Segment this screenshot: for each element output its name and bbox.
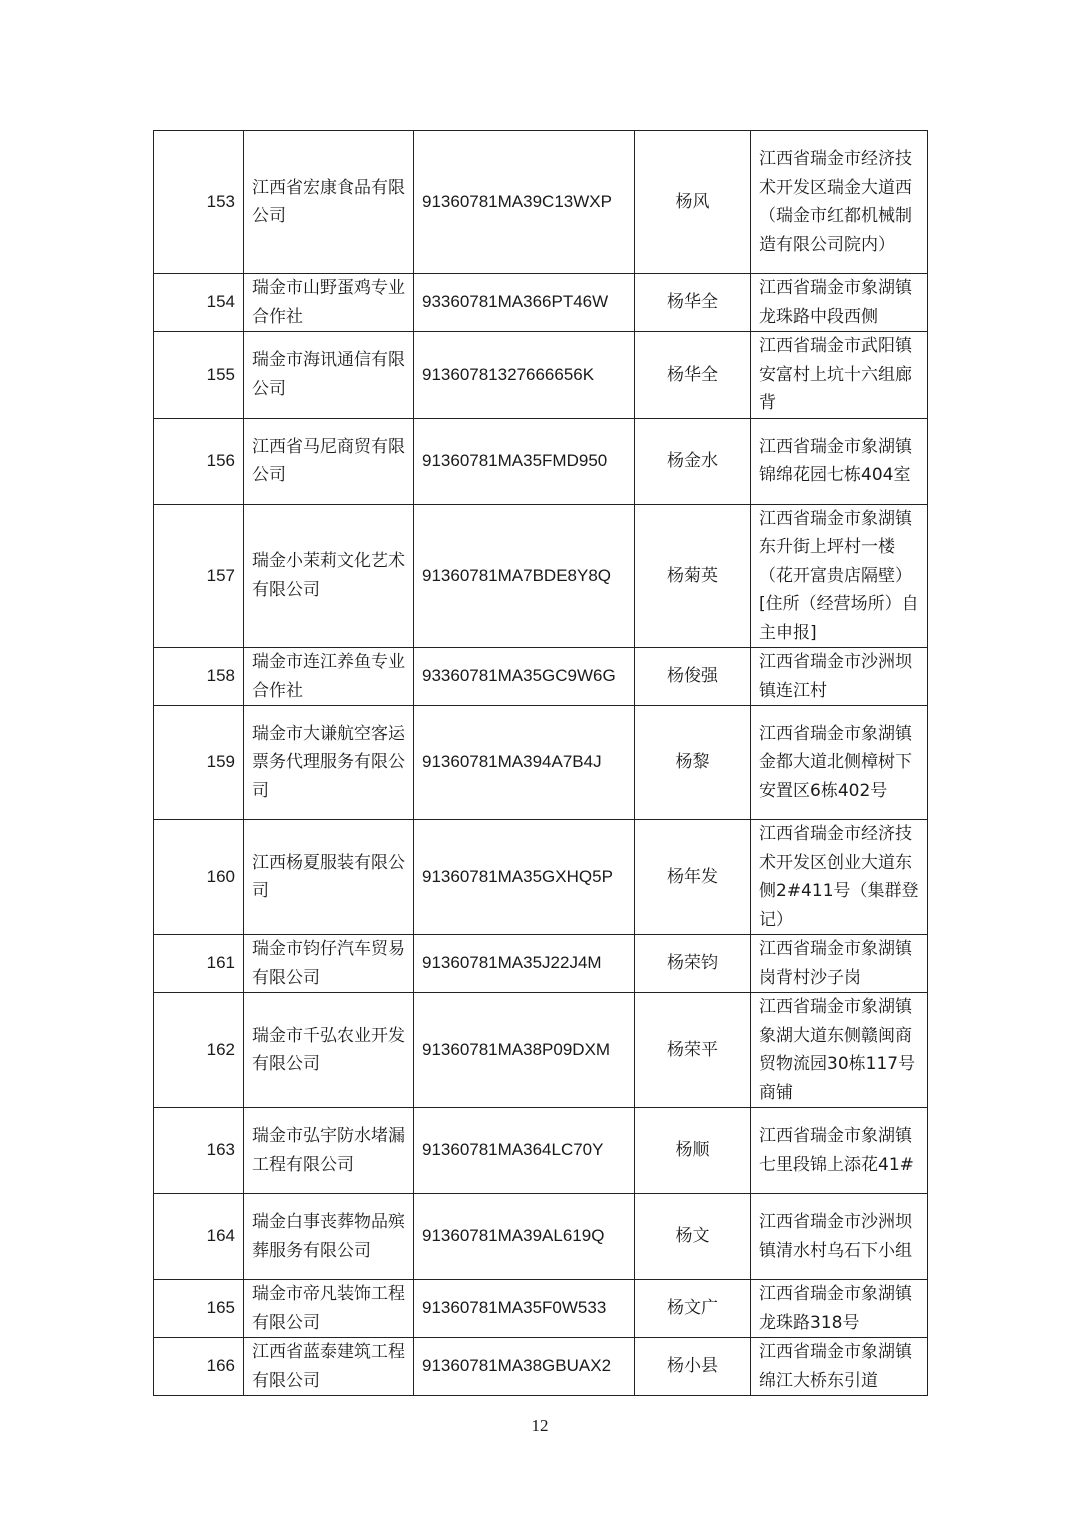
company-name: 江西省蓝泰建筑工程有限公司 [244, 1338, 414, 1396]
table-row [154, 274, 928, 332]
company-name: 瑞金市山野蛋鸡专业合作社 [244, 274, 414, 332]
table-row [154, 935, 928, 993]
company-name: 瑞金市帝凡装饰工程有限公司 [244, 1280, 414, 1338]
address: 江西省瑞金市象湖镇象湖大道东侧赣闽商贸物流园30栋117号商铺 [751, 993, 928, 1108]
legal-representative: 杨华全 [635, 332, 751, 419]
row-number: 164 [154, 1194, 244, 1280]
table-row [154, 1194, 928, 1280]
row-number: 156 [154, 418, 244, 504]
legal-representative: 杨文 [635, 1194, 751, 1280]
credit-code: 93360781MA366PT46W [414, 274, 635, 332]
row-number: 157 [154, 504, 244, 648]
credit-code: 91360781MA38GBUAX2 [414, 1338, 635, 1396]
address: 江西省瑞金市象湖镇七里段锦上添花41# [751, 1108, 928, 1194]
credit-code: 91360781MA39C13WXP [414, 131, 635, 274]
row-number: 154 [154, 274, 244, 332]
legal-representative: 杨年发 [635, 820, 751, 935]
row-number: 166 [154, 1338, 244, 1396]
row-number: 158 [154, 648, 244, 706]
legal-representative: 杨黎 [635, 706, 751, 820]
table-row [154, 504, 928, 648]
company-registry-table [153, 130, 928, 1396]
address: 江西省瑞金市象湖镇东升街上坪村一楼（花开富贵店隔壁）[住所（经营场所）自主申报] [751, 504, 928, 648]
company-name: 瑞金白事丧葬物品殡葬服务有限公司 [244, 1194, 414, 1280]
credit-code: 91360781MA7BDE8Y8Q [414, 504, 635, 648]
company-name: 瑞金市连江养鱼专业合作社 [244, 648, 414, 706]
credit-code: 91360781MA35GXHQ5P [414, 820, 635, 935]
address: 江西省瑞金市武阳镇安富村上坑十六组廊背 [751, 332, 928, 419]
credit-code: 91360781327666656K [414, 332, 635, 419]
credit-code: 91360781MA364LC70Y [414, 1108, 635, 1194]
company-name: 瑞金市大谦航空客运票务代理服务有限公司 [244, 706, 414, 820]
row-number: 155 [154, 332, 244, 419]
company-name: 瑞金市千弘农业开发有限公司 [244, 993, 414, 1108]
legal-representative: 杨荣平 [635, 993, 751, 1108]
credit-code: 91360781MA39AL619Q [414, 1194, 635, 1280]
row-number: 159 [154, 706, 244, 820]
address: 江西省瑞金市沙洲坝镇清水村乌石下小组 [751, 1194, 928, 1280]
row-number: 160 [154, 820, 244, 935]
credit-code: 91360781MA35J22J4M [414, 935, 635, 993]
row-number: 163 [154, 1108, 244, 1194]
address: 江西省瑞金市象湖镇龙珠路318号 [751, 1280, 928, 1338]
legal-representative: 杨华全 [635, 274, 751, 332]
table-row [154, 131, 928, 274]
legal-representative: 杨俊强 [635, 648, 751, 706]
table-row [154, 706, 928, 820]
table-row [154, 1108, 928, 1194]
table-row [154, 1280, 928, 1338]
credit-code: 91360781MA394A7B4J [414, 706, 635, 820]
address: 江西省瑞金市经济技术开发区创业大道东侧2#411号（集群登记） [751, 820, 928, 935]
row-number: 153 [154, 131, 244, 274]
legal-representative: 杨金水 [635, 418, 751, 504]
table-row [154, 418, 928, 504]
legal-representative: 杨文广 [635, 1280, 751, 1338]
address: 江西省瑞金市象湖镇龙珠路中段西侧 [751, 274, 928, 332]
credit-code: 91360781MA35F0W533 [414, 1280, 635, 1338]
legal-representative: 杨顺 [635, 1108, 751, 1194]
company-name: 江西杨夏服装有限公司 [244, 820, 414, 935]
company-name: 瑞金市弘宇防水堵漏工程有限公司 [244, 1108, 414, 1194]
credit-code: 91360781MA35FMD950 [414, 418, 635, 504]
row-number: 162 [154, 993, 244, 1108]
page-number: 12 [531, 1416, 549, 1435]
company-name: 瑞金市海讯通信有限公司 [244, 332, 414, 419]
address: 江西省瑞金市沙洲坝镇连江村 [751, 648, 928, 706]
table-row [154, 1338, 928, 1396]
company-name: 江西省马尼商贸有限公司 [244, 418, 414, 504]
credit-code: 93360781MA35GC9W6G [414, 648, 635, 706]
legal-representative: 杨小县 [635, 1338, 751, 1396]
row-number: 161 [154, 935, 244, 993]
legal-representative: 杨风 [635, 131, 751, 274]
address: 江西省瑞金市象湖镇绵江大桥东引道 [751, 1338, 928, 1396]
company-name: 瑞金小茉莉文化艺术有限公司 [244, 504, 414, 648]
table-row [154, 820, 928, 935]
table-row [154, 648, 928, 706]
legal-representative: 杨菊英 [635, 504, 751, 648]
table-row [154, 332, 928, 419]
address: 江西省瑞金市象湖镇锦绵花园七栋404室 [751, 418, 928, 504]
address: 江西省瑞金市象湖镇岗背村沙子岗 [751, 935, 928, 993]
table-row [154, 993, 928, 1108]
credit-code: 91360781MA38P09DXM [414, 993, 635, 1108]
company-name: 瑞金市钧仔汽车贸易有限公司 [244, 935, 414, 993]
address: 江西省瑞金市经济技术开发区瑞金大道西（瑞金市红都机械制造有限公司院内） [751, 131, 928, 274]
address: 江西省瑞金市象湖镇金都大道北侧樟树下安置区6栋402号 [751, 706, 928, 820]
company-name: 江西省宏康食品有限公司 [244, 131, 414, 274]
legal-representative: 杨荣钧 [635, 935, 751, 993]
row-number: 165 [154, 1280, 244, 1338]
